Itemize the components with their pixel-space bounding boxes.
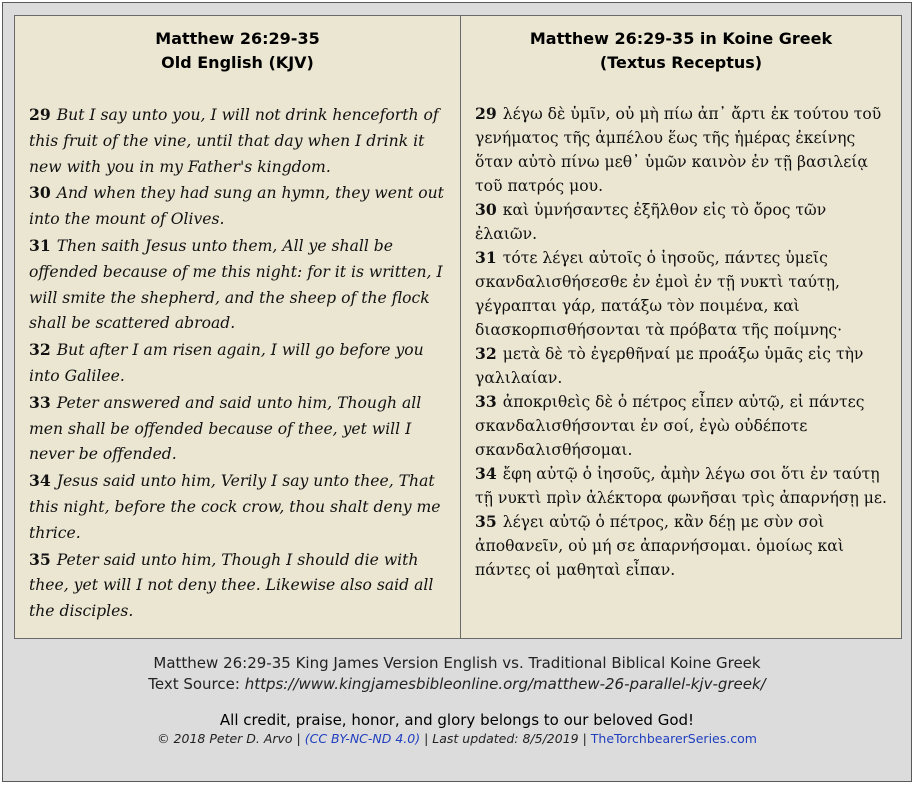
source-label: Text Source: xyxy=(148,675,245,693)
verse-number: 29 xyxy=(29,105,51,124)
page-frame xyxy=(2,2,912,782)
verse-text: ἔφη αὐτῷ ὁ ἰησοῦς, ἀμὴν λέγω σοι ὅτι ἐν ταύτῃ τῇ νυκτὶ πρὶν ἀλέκτορα φωνῆσαι τρὶς ἀπαρνήσῃ με. xyxy=(475,465,887,507)
verse-number: 33 xyxy=(475,392,497,411)
verse-text: Then saith Jesus unto them, All ye shall be offended because of me this night: for it is written, I will smite the shepherd, and the sheep of the flock shall be scattered abroad. xyxy=(29,236,443,333)
greek-verse xyxy=(475,246,891,342)
greek-heading-subtitle: (Textus Receptus) xyxy=(599,53,763,72)
kjv-heading-title: Matthew 26:29-35 xyxy=(155,29,320,48)
kjv-heading-subtitle: Old English (KJV) xyxy=(161,53,314,72)
kjv-verse xyxy=(29,390,445,468)
verse-number: 32 xyxy=(475,344,497,363)
greek-heading-title: Matthew 26:29-35 in Koine Greek xyxy=(529,29,833,48)
verse-text: λέγω δὲ ὑμῖν, οὐ μὴ πίω ἀπ᾽ ἄρτι ἐκ τούτου τοῦ γενήματος τῆς ἀμπέλου ἕως τῆς ἡμέρας ἐκείνης ὅταν αὐτὸ πίνω μεθ᾽ ὑμῶν καινὸν ἐν τῇ βασιλείᾳ τοῦ πατρός μου. xyxy=(475,105,882,195)
updated-text: | Last updated: 8/5/2019 | xyxy=(420,731,591,746)
verse-number: 33 xyxy=(29,392,51,412)
verse-number: 34 xyxy=(29,471,51,491)
site-link[interactable]: TheTorchbearerSeries.com xyxy=(590,731,757,746)
greek-heading xyxy=(461,16,901,75)
verse-text: τότε λέγει αὐτοῖς ὁ ἰησοῦς, πάντες ὑμεῖς σκανδαλισθήσεσθε ἐν ἐμοὶ ἐν τῇ νυκτὶ ταύτῃ, γέγραπται γάρ, πατάξω τὸν ποιμένα, καὶ διασκορπισθήσονται τὰ πρόβατα τῆς ποίμνης· xyxy=(475,249,843,339)
kjv-verse xyxy=(29,337,445,390)
footer-caption: Matthew 26:29-35 King James Version English vs. Traditional Biblical Koine Greek xyxy=(153,654,761,672)
verse-number: 34 xyxy=(475,464,497,483)
greek-verse xyxy=(475,390,891,462)
verse-number: 31 xyxy=(475,248,497,267)
kjv-verse xyxy=(29,468,445,546)
source-url: https://www.kingjamesbibleonline.org/matthew-26-parallel-kjv-greek/ xyxy=(244,675,766,693)
verse-number: 32 xyxy=(29,340,51,360)
copyright-line xyxy=(3,730,911,748)
greek-verse xyxy=(475,198,891,246)
verse-text: ἀποκριθεὶς δὲ ὁ πέτρος εἶπεν αὐτῷ, εἰ πάντες σκανδαλισθήσονται ἐν σοί, ἐγὼ οὐδέποτε σκανδαλισθήσομαι. xyxy=(475,393,865,459)
verse-number: 35 xyxy=(475,512,497,531)
kjv-verse-list xyxy=(29,102,445,625)
footer-source xyxy=(3,674,911,695)
greek-verse xyxy=(475,342,891,390)
verse-number: 29 xyxy=(475,104,497,123)
greek-column xyxy=(461,16,901,579)
greek-verse xyxy=(475,510,891,582)
kjv-verse xyxy=(29,233,445,337)
verse-number: 30 xyxy=(29,183,51,203)
column-divider xyxy=(460,16,461,638)
footer xyxy=(3,653,911,748)
verse-number: 35 xyxy=(29,549,51,569)
verse-text: μετὰ δὲ τὸ ἐγερθῆναί με προάξω ὑμᾶς εἰς τὴν γαλιλαίαν. xyxy=(475,345,864,387)
greek-verse xyxy=(475,462,891,510)
verse-text: And when they had sung an hymn, they went out into the mount of Olives. xyxy=(29,184,444,229)
verse-text: But I say unto you, I will not drink henceforth of this fruit of the vine, until that day when I drink it new with you in my Father's kingdom. xyxy=(29,106,439,176)
comparison-panel xyxy=(14,15,902,639)
kjv-heading xyxy=(15,16,460,75)
verse-text: λέγει αὐτῷ ὁ πέτρος, κἂν δέῃ με σὺν σοὶ ἀποθανεῖν, οὐ μή σε ἀπαρνήσομαι. ὁμοίως καὶ πάντες οἱ μαθηταὶ εἶπαν. xyxy=(475,513,844,579)
kjv-verse xyxy=(29,547,445,625)
verse-text: But after I am risen again, I will go before you into Galilee. xyxy=(29,341,424,385)
copyright-text: © 2018 Peter D. Arvo | xyxy=(157,731,305,746)
verse-text: Peter said unto him, Though I should die with thee, yet will I not deny thee. Likewise also said all the disciples. xyxy=(29,550,434,621)
greek-verse xyxy=(475,102,891,198)
verse-text: καὶ ὑμνήσαντες ἐξῆλθον εἰς τὸ ὄρος τῶν ἐλαιῶν. xyxy=(475,201,827,243)
kjv-verse xyxy=(29,102,445,180)
credit-line: All credit, praise, honor, and glory belongs to our beloved God! xyxy=(219,711,695,729)
verse-text: Jesus said unto him, Verily I say unto thee, That this night, before the cock crow, thou shalt deny me thrice. xyxy=(29,472,441,542)
verse-number: 30 xyxy=(475,200,497,219)
license-link[interactable]: (CC BY-NC-ND 4.0) xyxy=(304,731,421,746)
kjv-column xyxy=(15,16,460,621)
verse-text: Peter answered and said unto him, Though all men shall be offended because of thee, yet will I never be offended. xyxy=(29,393,422,464)
greek-verse-list xyxy=(475,102,891,582)
kjv-verse xyxy=(29,180,445,233)
verse-number: 31 xyxy=(29,235,51,255)
